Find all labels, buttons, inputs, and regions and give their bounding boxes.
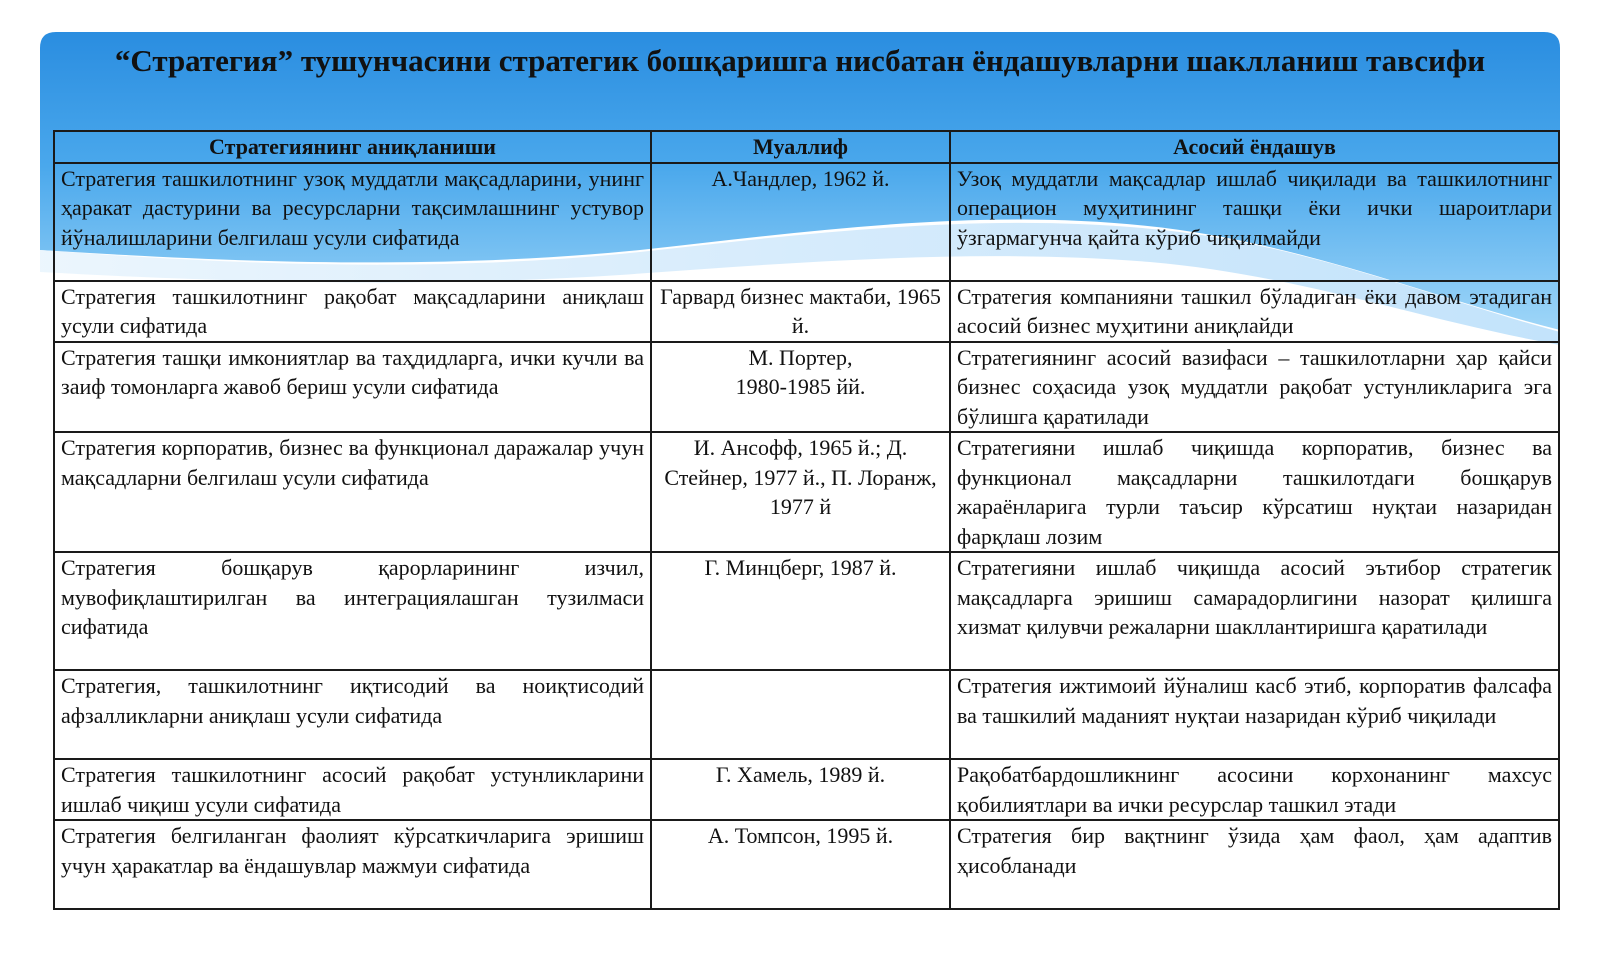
strategy-table — [53, 130, 1560, 910]
page-title: “Стратегия” тушунчасини стратегик бошқаришга нисбатан ёндашувларни шаклланиш тавсифи — [114, 43, 1486, 78]
author-cell — [651, 670, 950, 759]
author-cell: И. Ансофф, 1965 й.; Д. Стейнер, 1977 й., П. Лоранж, 1977 й — [651, 432, 950, 552]
column-header-definition: Стратегиянинг аниқланиши — [54, 131, 651, 163]
table-row — [54, 759, 1559, 820]
approach-cell: Стратегиянинг асосий вазифаси – ташкилотларни ҳар қайси бизнес соҳасида узоқ муддатли рақобат устунликларига эга бўлишга қаратилади — [950, 342, 1559, 433]
column-header-approach: Асосий ёндашув — [950, 131, 1559, 163]
approach-cell: Стратегия бир вақтнинг ўзида ҳам фаол, ҳам адаптив ҳисобланади — [950, 820, 1559, 909]
table-row — [54, 163, 1559, 281]
approach-cell: Узоқ муддатли мақсадлар ишлаб чиқилади ва ташкилотнинг операцион муҳитининг ташқи ёки ички шароитлари ўзгармагунча қайта кўриб чиқилмайди — [950, 163, 1559, 281]
definition-cell: Стратегия бошқарув қарорларининг изчил, мувофиқлаштирилган ва интеграциялашган тузилмаси сифатида — [54, 552, 651, 670]
author-cell: М. Портер, 1980-1985 йй. — [651, 342, 950, 433]
author-cell: Г. Минцберг, 1987 й. — [651, 552, 950, 670]
table-row — [54, 670, 1559, 759]
table-row — [54, 820, 1559, 909]
definition-cell: Стратегия ташкилотнинг узоқ муддатли мақсадларини, унинг ҳаракат дастурини ва ресурсларни тақсимлашнинг устувор йўналишларини белгилаш усули сифатида — [54, 163, 651, 281]
definition-cell: Стратегия ташқи имкониятлар ва таҳдидларга, ички кучли ва заиф томонларга жавоб бериш усули сифатида — [54, 342, 651, 433]
table-header-row — [54, 131, 1559, 163]
definition-cell: Стратегия ташкилотнинг асосий рақобат устунликларини ишлаб чиқиш усули сифатида — [54, 759, 651, 820]
approach-cell: Стратегия ижтимоий йўналиш касб этиб, корпоратив фалсафа ва ташкилий маданият нуқтаи назаридан кўриб чиқилади — [950, 670, 1559, 759]
approach-cell: Стратегияни ишлаб чиқишда корпоратив, бизнес ва функционал мақсадларни ташкилотдаги бошқарув жараёнларига турли таъсир кўрсатиш нуқтаи назаридан фарқлаш лозим — [950, 432, 1559, 552]
table-row — [54, 281, 1559, 342]
author-cell: А.Чандлер, 1962 й. — [651, 163, 950, 281]
author-cell: А. Томпсон, 1995 й. — [651, 820, 950, 909]
table-row — [54, 342, 1559, 433]
table-row — [54, 552, 1559, 670]
approach-cell: Стратегия компанияни ташкил бўладиган ёки давом этадиган асосий бизнес муҳитини аниқлайди — [950, 281, 1559, 342]
definition-cell: Стратегия ташкилотнинг рақобат мақсадларини аниқлаш усули сифатида — [54, 281, 651, 342]
column-header-author: Муаллиф — [651, 131, 950, 163]
definition-cell: Стратегия, ташкилотнинг иқтисодий ва ноиқтисодий афзалликларни аниқлаш усули сифатида — [54, 670, 651, 759]
author-cell: Гарвард бизнес мактаби, 1965 й. — [651, 281, 950, 342]
definition-cell: Стратегия корпоратив, бизнес ва функционал даражалар учун мақсадларни белгилаш усули сифатида — [54, 432, 651, 552]
author-cell: Г. Хамель, 1989 й. — [651, 759, 950, 820]
approach-cell: Рақобатбардошликнинг асосини корхонанинг махсус қобилиятлари ва ички ресурслар ташкил этади — [950, 759, 1559, 820]
table-row — [54, 432, 1559, 552]
approach-cell: Стратегияни ишлаб чиқишда асосий эътибор стратегик мақсадларга эришиш самарадорлигини назорат қилишга хизмат қилувчи режаларни шакллантиришга қаратилади — [950, 552, 1559, 670]
definition-cell: Стратегия белгиланган фаолият кўрсаткичларига эришиш учун ҳаракатлар ва ёндашувлар мажмуи сифатида — [54, 820, 651, 909]
